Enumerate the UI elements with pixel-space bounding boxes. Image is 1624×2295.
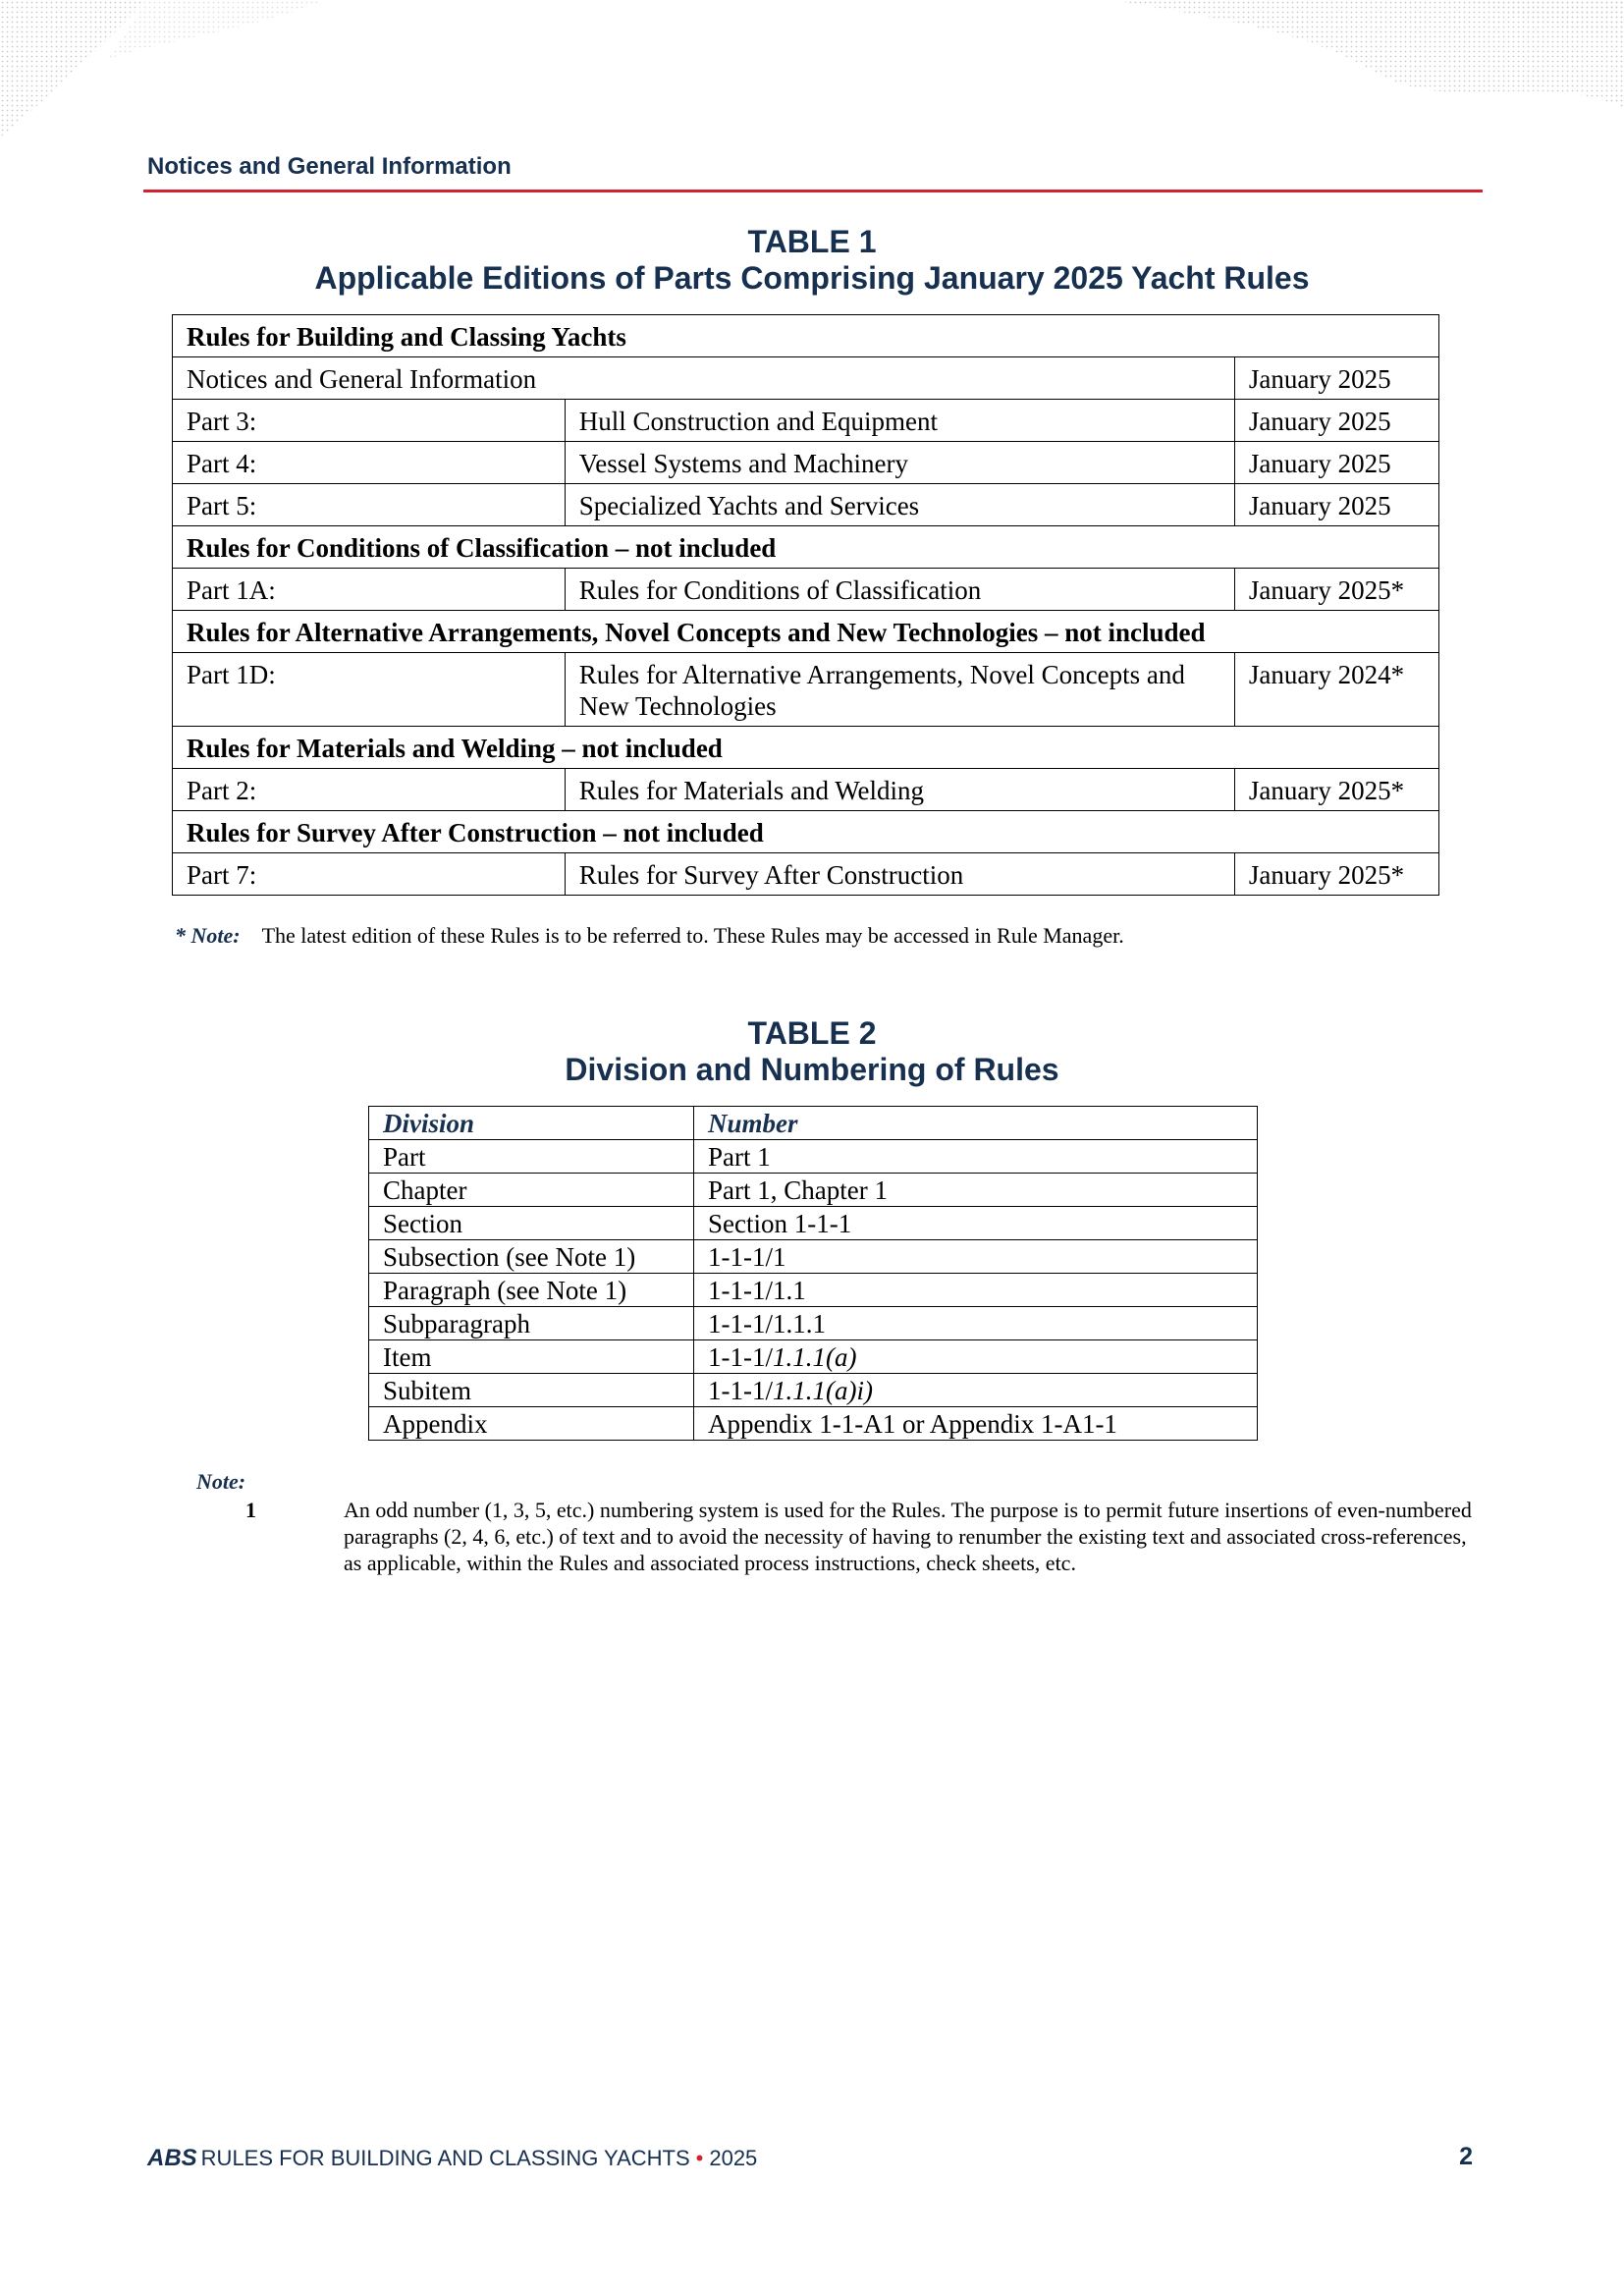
- table-row: [369, 1274, 1258, 1307]
- footer-separator: •: [695, 2146, 704, 2170]
- division-cell: Subsection (see Note 1): [369, 1240, 694, 1274]
- number-prefix: 1-1-1/: [708, 1375, 773, 1405]
- number-prefix: 1-1-1/: [708, 1341, 773, 1372]
- page-footer: [147, 2145, 757, 2172]
- table-row: [369, 1307, 1258, 1340]
- table-row: [173, 484, 1439, 526]
- part-number: Part 3:: [173, 400, 566, 442]
- division-cell: Appendix: [369, 1407, 694, 1441]
- table-row: [369, 1240, 1258, 1274]
- table-row: [369, 1140, 1258, 1174]
- decorative-dot-pattern-left: [0, 0, 353, 147]
- footer-title: RULES FOR BUILDING AND CLASSING YACHTS: [200, 2146, 690, 2170]
- group-title: Rules for Alternative Arrangements, Novel Concepts and New Technologies – not included: [173, 611, 1439, 653]
- division-cell: Chapter: [369, 1174, 694, 1207]
- part-name: Vessel Systems and Machinery: [565, 442, 1234, 484]
- note-label: * Note:: [175, 923, 241, 948]
- part-name: Rules for Alternative Arrangements, Novel Concepts and New Technologies: [565, 653, 1234, 727]
- abs-logo: ABS: [147, 2145, 197, 2171]
- table-row: [369, 1207, 1258, 1240]
- table2-subtitle: Division and Numbering of Rules: [565, 1052, 1059, 1087]
- page-number: 2: [1459, 2143, 1473, 2170]
- part-number: Part 4:: [173, 442, 566, 484]
- table-row: [173, 853, 1439, 896]
- table-row: [173, 400, 1439, 442]
- table-group-header: [173, 811, 1439, 853]
- group-title: Rules for Conditions of Classification – not included: [173, 526, 1439, 569]
- table-header-row: [369, 1107, 1258, 1140]
- part-name: Rules for Survey After Construction: [565, 853, 1234, 896]
- table-group-header: [173, 526, 1439, 569]
- number-cell: Section 1-1-1: [694, 1207, 1258, 1240]
- number-cell: [694, 1374, 1258, 1407]
- table1-heading: TABLE 1: [747, 224, 877, 259]
- part-number: Part 1A:: [173, 569, 566, 611]
- part-number: Part 5:: [173, 484, 566, 526]
- number-cell: Appendix 1-1-A1 or Appendix 1-A1-1: [694, 1407, 1258, 1441]
- table-group-header: [173, 727, 1439, 769]
- section-header: Notices and General Information: [147, 153, 512, 180]
- part-name: Specialized Yachts and Services: [565, 484, 1234, 526]
- part-number: Part 1D:: [173, 653, 566, 727]
- column-header-division: Division: [369, 1107, 694, 1140]
- edition-date: January 2025: [1234, 442, 1438, 484]
- number-cell: Part 1, Chapter 1: [694, 1174, 1258, 1207]
- table-row: [369, 1174, 1258, 1207]
- table-group-header: [173, 315, 1439, 357]
- table-row: [173, 357, 1439, 400]
- table2-note-label: Note:: [196, 1469, 246, 1494]
- table-group-header: [173, 611, 1439, 653]
- table2-note-text: An odd number (1, 3, 5, etc.) numbering system is used for the Rules. The purpose is to permit future insertions of even-numbered paragraphs (2, 4, 6, etc.) of text and to avoid the necessity of having to renumber the existing text and associated cross-references, as applicable, within the Rules and associated process instructions, check sheets, etc.: [344, 1498, 1472, 1575]
- table2-note-number: 1: [245, 1498, 256, 1522]
- table-row: [369, 1374, 1258, 1407]
- edition-date: January 2025*: [1234, 853, 1438, 896]
- part-number: Part 7:: [173, 853, 566, 896]
- part-name: Hull Construction and Equipment: [565, 400, 1234, 442]
- table-row: [173, 569, 1439, 611]
- group-title: Rules for Materials and Welding – not included: [173, 727, 1439, 769]
- applicable-editions-table: [172, 314, 1439, 896]
- edition-date: January 2025: [1234, 400, 1438, 442]
- note-text: The latest edition of these Rules is to be referred to. These Rules may be accessed in Rule Manager.: [261, 923, 1124, 948]
- division-cell: Part: [369, 1140, 694, 1174]
- part-name: Notices and General Information: [173, 357, 1235, 400]
- division-cell: Section: [369, 1207, 694, 1240]
- division-numbering-table: [368, 1106, 1258, 1441]
- part-number: Part 2:: [173, 769, 566, 811]
- part-name: Rules for Materials and Welding: [565, 769, 1234, 811]
- edition-date: January 2025*: [1234, 769, 1438, 811]
- edition-date: January 2025: [1234, 357, 1438, 400]
- column-header-number: Number: [694, 1107, 1258, 1140]
- table-row: [173, 442, 1439, 484]
- decorative-dot-pattern-right: [1074, 0, 1624, 147]
- edition-date: January 2025*: [1234, 569, 1438, 611]
- division-cell: Subparagraph: [369, 1307, 694, 1340]
- number-cell: 1-1-1/1: [694, 1240, 1258, 1274]
- number-italic: 1.1.1(a)i): [772, 1375, 873, 1405]
- division-cell: Subitem: [369, 1374, 694, 1407]
- number-cell: [694, 1340, 1258, 1374]
- table1-note: [175, 923, 1124, 949]
- footer-year: 2025: [709, 2146, 758, 2170]
- number-italic: 1.1.1(a): [772, 1341, 857, 1372]
- group-title: Rules for Building and Classing Yachts: [173, 315, 1439, 357]
- division-cell: Paragraph (see Note 1): [369, 1274, 694, 1307]
- number-cell: 1-1-1/1.1: [694, 1274, 1258, 1307]
- table1-subtitle: Applicable Editions of Parts Comprising January 2025 Yacht Rules: [314, 260, 1310, 296]
- division-cell: Item: [369, 1340, 694, 1374]
- table-row: [369, 1340, 1258, 1374]
- number-cell: 1-1-1/1.1.1: [694, 1307, 1258, 1340]
- table-row: [173, 653, 1439, 727]
- table-row: [369, 1407, 1258, 1441]
- header-divider: [143, 190, 1483, 192]
- part-name: Rules for Conditions of Classification: [565, 569, 1234, 611]
- number-cell: Part 1: [694, 1140, 1258, 1174]
- edition-date: January 2024*: [1234, 653, 1438, 727]
- edition-date: January 2025: [1234, 484, 1438, 526]
- group-title: Rules for Survey After Construction – not included: [173, 811, 1439, 853]
- table2-heading: TABLE 2: [747, 1015, 877, 1051]
- table-row: [173, 769, 1439, 811]
